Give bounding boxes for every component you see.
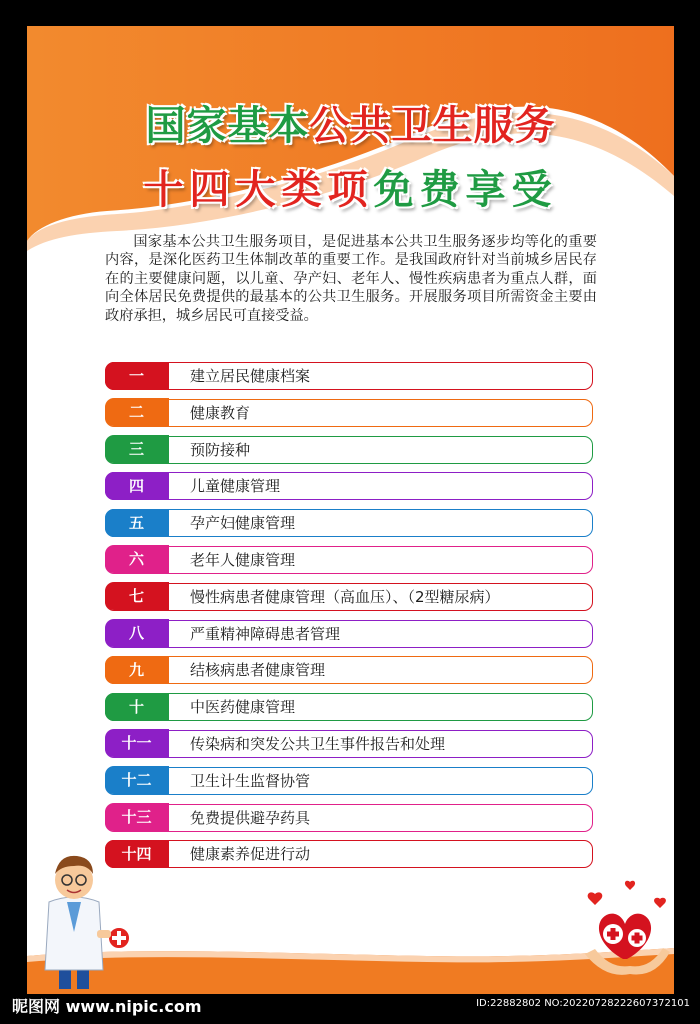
service-item-label: 结核病患者健康管理 (190, 661, 326, 680)
service-item-label: 传染病和突发公共卫生事件报告和处理 (190, 734, 446, 753)
service-item (105, 693, 593, 721)
service-item-label: 中医药健康管理 (190, 698, 296, 717)
service-item-number: 四 (105, 472, 169, 500)
service-item-label: 预防接种 (190, 440, 251, 459)
service-item (105, 767, 593, 795)
service-item-label: 儿童健康管理 (190, 477, 281, 496)
service-item-number: 二 (105, 398, 169, 426)
service-item-number: 五 (105, 509, 169, 537)
service-item (105, 362, 593, 390)
service-item (105, 730, 593, 758)
service-item-number: 三 (105, 435, 169, 463)
title-line-2-part-2: 免费享受 (373, 167, 558, 213)
service-item-label: 慢性病患者健康管理（高血压）、（2型糖尿病） (190, 587, 500, 606)
service-item-label: 健康教育 (190, 403, 251, 422)
service-item (105, 546, 593, 574)
service-item (105, 509, 593, 537)
service-item-number: 一 (105, 362, 169, 390)
service-item (105, 804, 593, 832)
service-item-number: 六 (105, 545, 169, 573)
service-item-label: 健康素养促进行动 (190, 845, 311, 864)
service-item-list (105, 362, 593, 877)
service-item-number: 八 (105, 619, 169, 647)
title-line-2-part-1: 十四大类项 (143, 167, 374, 213)
service-item (105, 583, 593, 611)
service-item-number: 十 (105, 693, 169, 721)
service-item-number: 十三 (105, 803, 169, 831)
service-item-label: 卫生计生监督协管 (190, 771, 311, 790)
title-line-2 (27, 158, 674, 215)
service-item-number: 十四 (105, 840, 169, 868)
intro-paragraph: 国家基本公共卫生服务项目，是促进基本公共卫生服务逐步均等化的重要内容，是深化医药卫生体制改革的重要工作。是我国政府针对当前城乡居民存在的主要健康问题，以儿童、孕产妇、老年人、慢性疾病患者为重点人群，面向全体居民免费提供的最基本的公共卫生服务。开展服务项目所需资金主要由政府承担，城乡居民可直接受益。 (105, 234, 597, 324)
service-item (105, 840, 593, 868)
watermark-id: ID:22882802 NO:20220728222607372101 (476, 998, 690, 1009)
service-item-label: 建立居民健康档案 (190, 367, 311, 385)
service-item-number: 九 (105, 656, 169, 684)
service-item (105, 620, 593, 648)
service-item-label: 孕产妇健康管理 (190, 514, 296, 533)
service-item (105, 656, 593, 684)
service-item (105, 436, 593, 464)
title-line-1-part-1: 国家基本 (145, 103, 310, 149)
watermark-logo: 昵图网 www.nipic.com (12, 997, 202, 1016)
hearts-cross-icon (575, 874, 674, 984)
poster (27, 26, 674, 994)
title-line-1-part-2: 公共卫生服务 (309, 103, 556, 149)
service-item (105, 399, 593, 427)
service-item-label: 严重精神障碍患者管理 (190, 624, 341, 643)
service-item-label: 老年人健康管理 (190, 550, 296, 569)
service-item-label: 免费提供避孕药具 (190, 808, 311, 827)
service-item-number: 十一 (105, 729, 169, 757)
service-item-number: 七 (105, 582, 169, 610)
doctor-icon (29, 842, 133, 992)
service-item-number: 十二 (105, 766, 169, 794)
service-item (105, 472, 593, 500)
title-line-1 (27, 94, 674, 151)
